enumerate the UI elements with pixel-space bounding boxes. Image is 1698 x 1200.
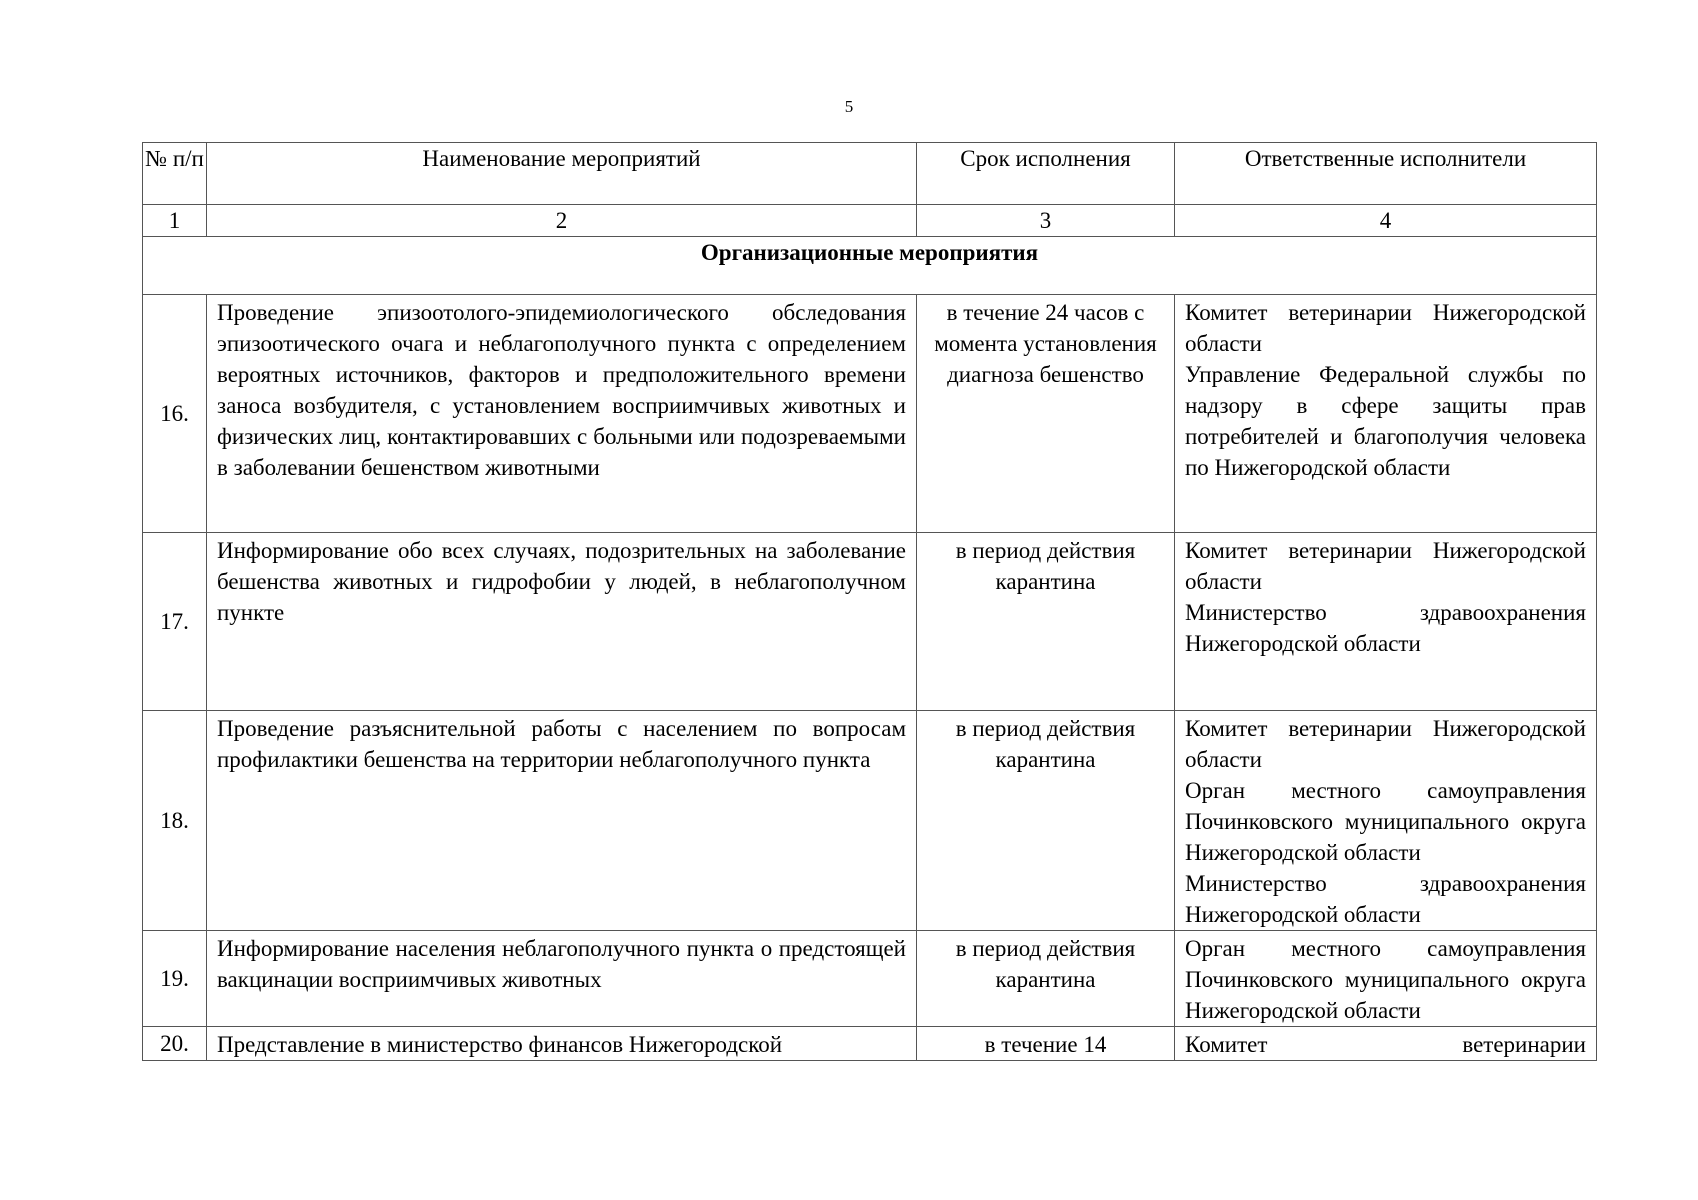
responsible-party: Министерство здравоохранения Нижегородской области	[1185, 871, 1586, 927]
responsible-party: Комитет ветеринарии Нижегородской области	[1185, 538, 1586, 594]
column-numbers-row	[143, 205, 1597, 237]
measure-name: Проведение разъяснительной работы с населением по вопросам профилактики бешенства на территории неблагополучного пункта	[207, 711, 917, 931]
header-term: Срок исполнения	[917, 143, 1175, 205]
measure-term: в период действия карантина	[917, 931, 1175, 1027]
measure-term: в период действия карантина	[917, 533, 1175, 711]
table-row	[143, 931, 1597, 1027]
row-number: 16.	[143, 295, 207, 533]
row-number: 17.	[143, 533, 207, 711]
column-number: 1	[143, 205, 207, 237]
measure-responsible	[1175, 533, 1597, 711]
table-header-row	[143, 143, 1597, 205]
measure-name: Информирование обо всех случаях, подозрительных на заболевание бешенства животных и гидрофобии у людей, в неблагополучном пункте	[207, 533, 917, 711]
table-row	[143, 1027, 1597, 1061]
responsible-party: Министерство здравоохранения Нижегородской области	[1185, 600, 1586, 656]
page-number: 5	[844, 97, 854, 116]
responsible-party: Управление Федеральной службы по надзору в сфере защиты прав потребителей и благополучия человека по Нижегородской области	[1185, 362, 1586, 480]
responsible-party: Комитет ветеринарии Нижегородской области	[1185, 716, 1586, 772]
responsible-party: Орган местного самоуправления Починковского муниципального округа Нижегородской области	[1185, 778, 1586, 865]
measure-term: в течение 14	[917, 1027, 1175, 1061]
column-number: 3	[917, 205, 1175, 237]
measure-term: в период действия карантина	[917, 711, 1175, 931]
table-row	[143, 533, 1597, 711]
measure-responsible	[1175, 931, 1597, 1027]
measure-term: в течение 24 часов с момента установления диагноза бешенство	[917, 295, 1175, 533]
responsible-party: Комитет ветеринарии	[1185, 1032, 1586, 1057]
measure-name: Информирование населения неблагополучного пункта о предстоящей вакцинации восприимчивых животных	[207, 931, 917, 1027]
table-row	[143, 711, 1597, 931]
responsible-party: Комитет ветеринарии Нижегородской области	[1185, 300, 1586, 356]
measures-table	[142, 142, 1597, 1061]
header-name: Наименование мероприятий	[207, 143, 917, 205]
row-number: 18.	[143, 711, 207, 931]
column-number: 2	[207, 205, 917, 237]
row-number: 20.	[143, 1027, 207, 1061]
measure-name: Проведение эпизоотолого-эпидемиологического обследования эпизоотического очага и неблагополучного пункта с определением вероятных источников, факторов и предположительного времени заноса возбудителя, с установлением восприимчивых животных и физических лиц, контактировавших с больными или подозреваемыми в заболевании бешенством животными	[207, 295, 917, 533]
section-row	[143, 237, 1597, 295]
section-title: Организационные мероприятия	[143, 237, 1597, 295]
header-number: № п/п	[143, 143, 207, 205]
measure-responsible	[1175, 711, 1597, 931]
measure-responsible	[1175, 295, 1597, 533]
header-responsible: Ответственные исполнители	[1175, 143, 1597, 205]
table-row	[143, 295, 1597, 533]
measure-name: Представление в министерство финансов Нижегородской	[207, 1027, 917, 1061]
column-number: 4	[1175, 205, 1597, 237]
row-number: 19.	[143, 931, 207, 1027]
responsible-party: Орган местного самоуправления Починковского муниципального округа Нижегородской области	[1185, 936, 1586, 1023]
measure-responsible	[1175, 1027, 1597, 1061]
